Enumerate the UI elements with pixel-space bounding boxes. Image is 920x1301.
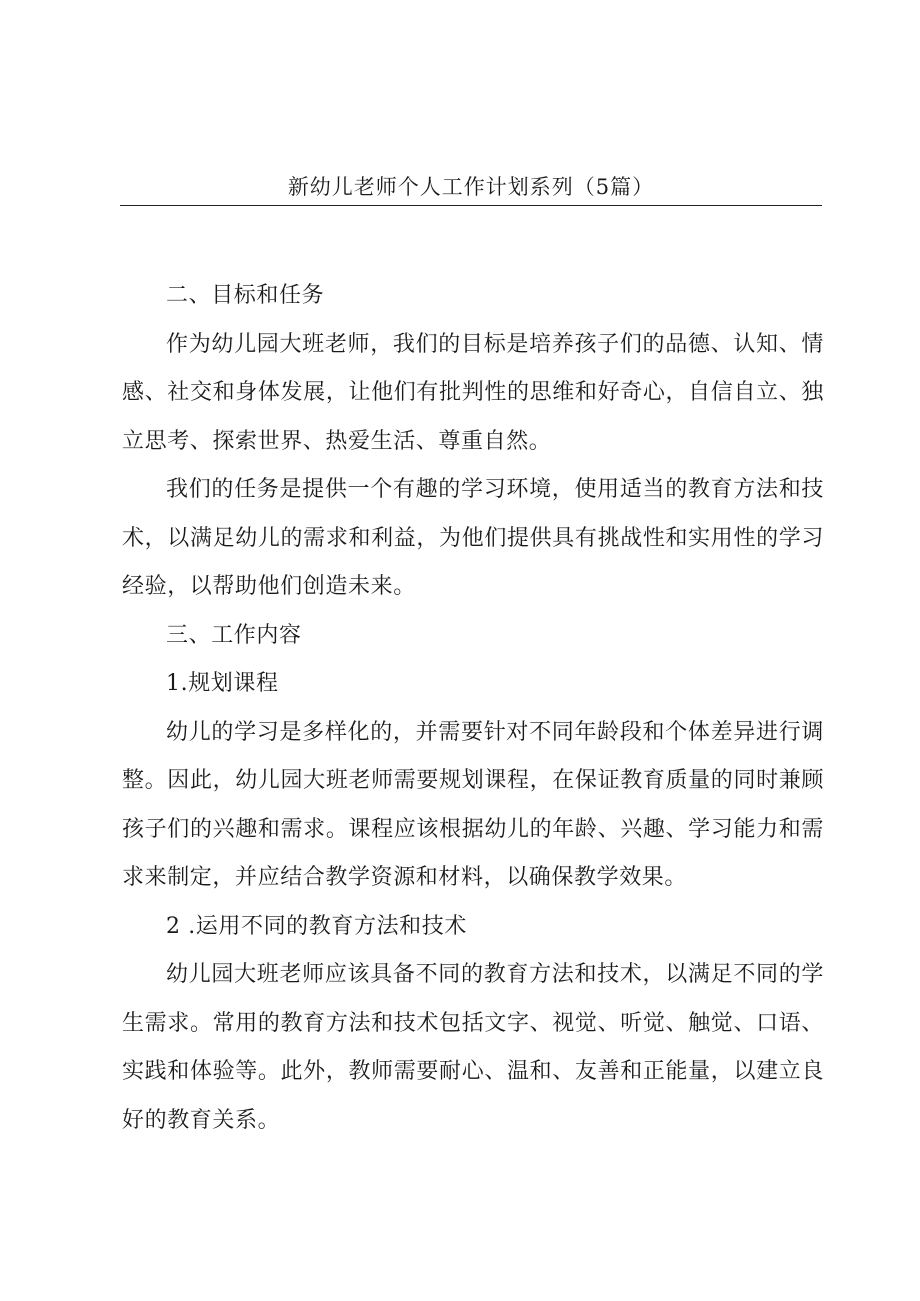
subheading-plan-curriculum: 1.规划课程	[166, 671, 279, 696]
document-title: 新幼儿老师个人工作计划系列（5篇）	[287, 175, 655, 199]
header-divider	[120, 205, 822, 206]
section-heading-work-content: 三、工作内容	[166, 622, 302, 648]
subheading-teaching-methods: 2 .运用不同的教育方法和技术	[166, 913, 467, 939]
document-body	[122, 272, 824, 1145]
paragraph-teaching-methods: 幼儿园大班老师应该具备不同的教育方法和技术，以满足不同的学生需求。常用的教育方法和技术包括文字、视觉、听觉、触觉、口语、实践和体验等。此外，教师需要耐心、温和、友善和正能量，以建立良好的教育关系。	[122, 962, 824, 1133]
paragraph-tasks: 我们的任务是提供一个有趣的学习环境，使用适当的教育方法和技术，以满足幼儿的需求和利益，为他们提供具有挑战性和实用性的学习经验，以帮助他们创造未来。	[122, 477, 824, 599]
paragraph-plan-curriculum: 幼儿的学习是多样化的，并需要针对不同年龄段和个体差异进行调整。因此，幼儿园大班老师需要规划课程，在保证教育质量的同时兼顾孩子们的兴趣和需求。课程应该根据幼儿的年龄、兴趣、学习能力和需求来制定，并应结合教学资源和材料，以确保教学效果。	[122, 719, 824, 890]
paragraph-goals: 作为幼儿园大班老师，我们的目标是培养孩子们的品德、认知、情感、社交和身体发展，让他们有批判性的思维和好奇心，自信自立、独立思考、探索世界、热爱生活、尊重自然。	[122, 331, 824, 454]
section-heading-goals: 二、目标和任务	[166, 283, 325, 308]
